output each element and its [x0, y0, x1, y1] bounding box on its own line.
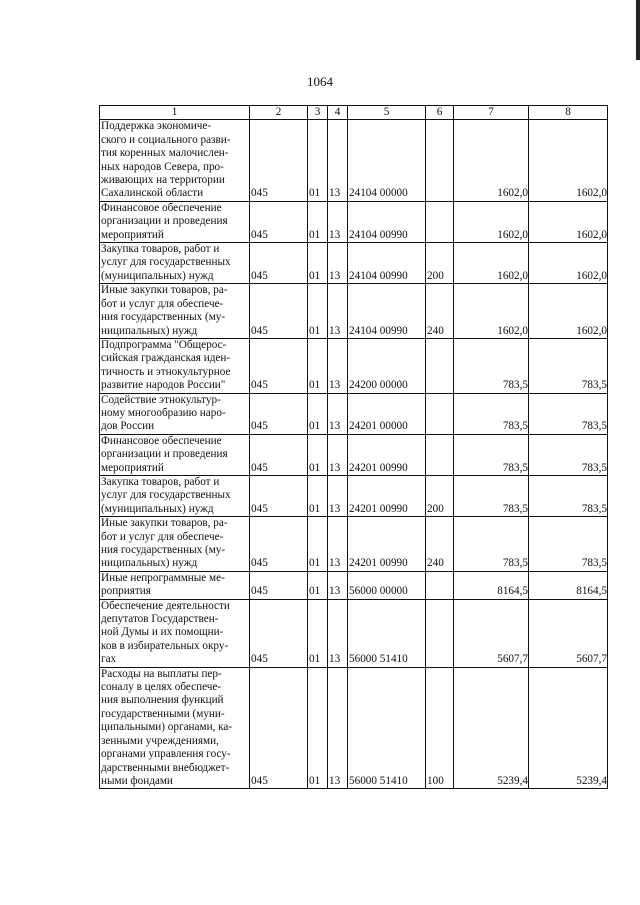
- scan-edge-mark: [636, 0, 640, 60]
- table-row: [100, 667, 608, 789]
- row-col-7: 783,5: [454, 517, 529, 572]
- row-col-6: 240: [426, 517, 454, 572]
- row-col-6: 200: [426, 475, 454, 516]
- row-col-4: 13: [328, 338, 348, 393]
- row-col-8: 5607,7: [529, 599, 608, 667]
- budget-table: [99, 105, 608, 789]
- row-col-4: 13: [328, 571, 348, 599]
- header-row: [100, 106, 608, 120]
- row-col-3: 01: [308, 393, 328, 434]
- row-col-2: 045: [250, 201, 308, 242]
- row-col-7: 783,5: [454, 393, 529, 434]
- row-col-7: 783,5: [454, 475, 529, 516]
- row-col-6: [426, 120, 454, 201]
- row-col-8: 783,5: [529, 393, 608, 434]
- header-cell: 6: [426, 106, 454, 120]
- table-row: [100, 599, 608, 667]
- row-col-6: 100: [426, 667, 454, 789]
- row-col-4: 13: [328, 517, 348, 572]
- row-name: Иные закупки товаров, ра- бот и услуг для обеспече- ния государственных (му- ниципальных) нужд: [100, 284, 250, 339]
- row-col-8: 783,5: [529, 475, 608, 516]
- row-col-2: 045: [250, 571, 308, 599]
- row-col-2: 045: [250, 120, 308, 201]
- table-row: [100, 338, 608, 393]
- row-col-4: 13: [328, 120, 348, 201]
- row-col-7: 1602,0: [454, 120, 529, 201]
- row-col-3: 01: [308, 338, 328, 393]
- row-col-7: 5607,7: [454, 599, 529, 667]
- row-col-6: 200: [426, 243, 454, 284]
- table-row: [100, 571, 608, 599]
- row-col-8: 1602,0: [529, 201, 608, 242]
- table-row: [100, 201, 608, 242]
- row-name: Закупка товаров, работ и услуг для государственных (муниципальных) нужд: [100, 243, 250, 284]
- row-col-8: 783,5: [529, 517, 608, 572]
- row-col-3: 01: [308, 475, 328, 516]
- row-col-5: 24200 00000: [348, 338, 426, 393]
- row-col-4: 13: [328, 475, 348, 516]
- header-cell: 7: [454, 106, 529, 120]
- row-col-2: 045: [250, 599, 308, 667]
- row-col-3: 01: [308, 434, 328, 475]
- table-row: [100, 393, 608, 434]
- row-col-5: 56000 00000: [348, 571, 426, 599]
- row-col-2: 045: [250, 338, 308, 393]
- row-col-2: 045: [250, 475, 308, 516]
- row-col-8: 8164,5: [529, 571, 608, 599]
- row-col-8: 1602,0: [529, 120, 608, 201]
- row-col-5: 24104 00990: [348, 243, 426, 284]
- row-col-5: 56000 51410: [348, 599, 426, 667]
- row-name: Поддержка экономиче- ского и социального разви- тия коренных малочислен- ных народов Севера, про- живающих на территории Сахалинской области: [100, 120, 250, 201]
- row-col-2: 045: [250, 393, 308, 434]
- row-col-8: 1602,0: [529, 243, 608, 284]
- row-col-7: 5239,4: [454, 667, 529, 789]
- row-col-5: 24104 00990: [348, 284, 426, 339]
- row-col-6: [426, 338, 454, 393]
- row-col-5: 24104 00990: [348, 201, 426, 242]
- row-col-5: 24201 00990: [348, 434, 426, 475]
- row-name: Иные закупки товаров, ра- бот и услуг для обеспече- ния государственных (му- ниципальных) нужд: [100, 517, 250, 572]
- row-col-3: 01: [308, 599, 328, 667]
- row-name: Иные непрограммные ме- роприятия: [100, 571, 250, 599]
- row-col-4: 13: [328, 434, 348, 475]
- row-col-4: 13: [328, 667, 348, 789]
- row-col-6: [426, 434, 454, 475]
- row-col-5: 24201 00990: [348, 475, 426, 516]
- row-col-7: 783,5: [454, 434, 529, 475]
- row-col-2: 045: [250, 284, 308, 339]
- row-col-7: 1602,0: [454, 201, 529, 242]
- row-col-6: [426, 599, 454, 667]
- row-col-7: 783,5: [454, 338, 529, 393]
- row-col-5: 56000 51410: [348, 667, 426, 789]
- header-cell: 4: [328, 106, 348, 120]
- header-cell: 1: [100, 106, 250, 120]
- row-col-4: 13: [328, 243, 348, 284]
- row-name: Финансовое обеспечение организации и проведения мероприятий: [100, 201, 250, 242]
- page-number: 1064: [307, 74, 333, 89]
- row-name: Закупка товаров, работ и услуг для государственных (муниципальных) нужд: [100, 475, 250, 516]
- row-col-8: 783,5: [529, 338, 608, 393]
- row-col-6: [426, 201, 454, 242]
- table-row: [100, 475, 608, 516]
- row-col-6: [426, 571, 454, 599]
- row-col-7: 8164,5: [454, 571, 529, 599]
- row-col-2: 045: [250, 667, 308, 789]
- row-col-3: 01: [308, 517, 328, 572]
- row-col-3: 01: [308, 667, 328, 789]
- row-col-8: 5239,4: [529, 667, 608, 789]
- row-col-8: 783,5: [529, 434, 608, 475]
- table-row: [100, 120, 608, 201]
- row-col-2: 045: [250, 517, 308, 572]
- header-cell: 2: [250, 106, 308, 120]
- table-row: [100, 243, 608, 284]
- row-name: Обеспечение деятельности депутатов Государствен- ной Думы и их помощни- ков в избирательных окру- гах: [100, 599, 250, 667]
- row-col-4: 13: [328, 201, 348, 242]
- row-col-5: 24104 00000: [348, 120, 426, 201]
- row-name: Подпрограмма "Общерос- сийская гражданская иден- тичность и этнокультурное развитие народов России": [100, 338, 250, 393]
- table-row: [100, 517, 608, 572]
- row-col-3: 01: [308, 284, 328, 339]
- row-col-3: 01: [308, 201, 328, 242]
- row-col-4: 13: [328, 599, 348, 667]
- row-name: Финансовое обеспечение организации и проведения мероприятий: [100, 434, 250, 475]
- row-name: Содействие этнокультур- ному многообразию наро- дов России: [100, 393, 250, 434]
- row-col-5: 24201 00000: [348, 393, 426, 434]
- row-col-6: 240: [426, 284, 454, 339]
- row-col-3: 01: [308, 571, 328, 599]
- row-col-2: 045: [250, 243, 308, 284]
- row-col-7: 1602,0: [454, 243, 529, 284]
- row-name: Расходы на выплаты пер- соналу в целях обеспече- ния выполнения функций государственными (муни- ципальными) органами, ка- зенными учреждениями, органами управления госу- дарственными внебюджет- ными фондами: [100, 667, 250, 789]
- row-col-4: 13: [328, 393, 348, 434]
- row-col-2: 045: [250, 434, 308, 475]
- header-cell: 8: [529, 106, 608, 120]
- row-col-7: 1602,0: [454, 284, 529, 339]
- row-col-8: 1602,0: [529, 284, 608, 339]
- row-col-5: 24201 00990: [348, 517, 426, 572]
- row-col-6: [426, 393, 454, 434]
- table-row: [100, 434, 608, 475]
- header-cell: 5: [348, 106, 426, 120]
- row-col-3: 01: [308, 120, 328, 201]
- header-cell: 3: [308, 106, 328, 120]
- table-row: [100, 284, 608, 339]
- row-col-3: 01: [308, 243, 328, 284]
- row-col-4: 13: [328, 284, 348, 339]
